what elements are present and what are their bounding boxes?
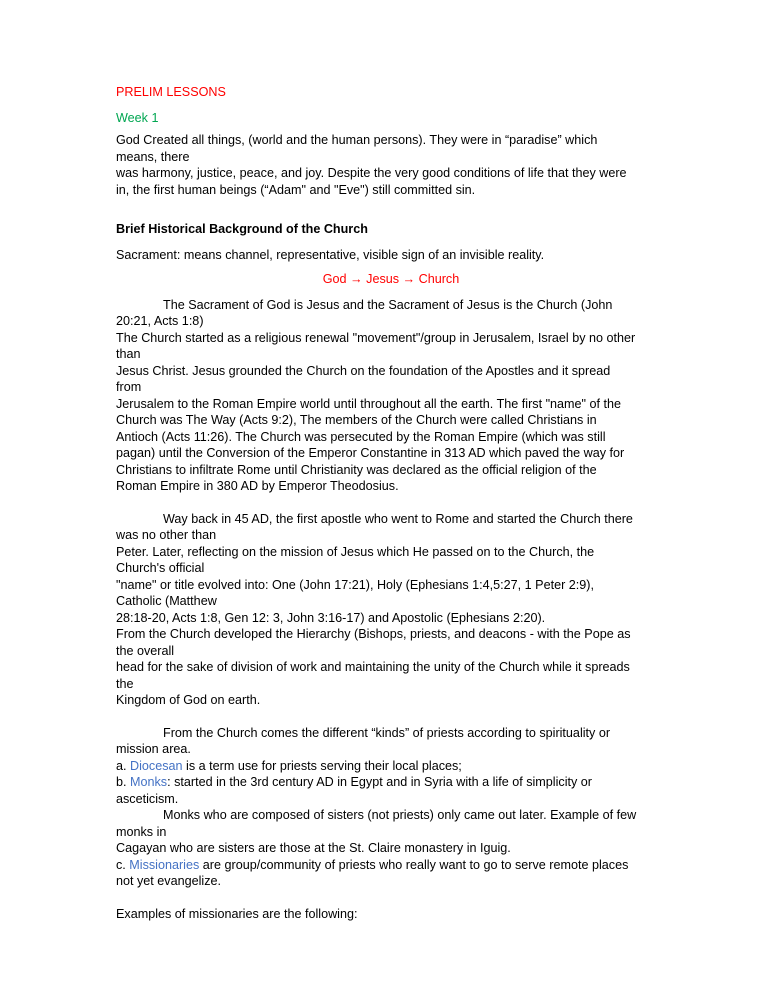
section-title: Brief Historical Background of the Church <box>116 222 368 236</box>
examples-intro: Examples of missionaries are the following: <box>116 906 358 921</box>
text-line: 28:18-20, Acts 1:8, Gen 12: 3, John 3:16-17) and Apostolic (Ephesians 2:20). <box>116 610 546 625</box>
text-line: Monks who are composed of sisters (not priests) only came out later. Example of few <box>163 808 637 822</box>
text-line: in, the first human beings (“Adam" and "Eve") still committed sin. <box>116 182 476 197</box>
text-line: From the Church comes the different “kinds” of priests according to spirituality or <box>163 725 611 740</box>
text-line: From the Church developed the Hierarchy (Bishops, priests, and deacons - with the Pope as <box>116 627 631 641</box>
text-line: was no other than <box>116 528 217 542</box>
list-item-monks: b. Monks: started in the 3rd century AD in Egypt and in Syria with a life of simplicity or <box>116 775 592 789</box>
term-missionaries: Missionaries <box>129 857 200 872</box>
text-line: Cagayan who are sisters are those at the St. Claire monastery in Iguig. <box>116 841 511 855</box>
text-line: the <box>116 676 134 691</box>
text-line: head for the sake of division of work and maintaining the unity of the Church while it spreads <box>116 660 630 674</box>
text-line: Peter. Later, reflecting on the mission of Jesus which He passed on to the Church, the <box>116 544 595 559</box>
text-line: than <box>116 347 141 361</box>
text-line: Church's official <box>116 561 205 575</box>
rome-hierarchy-paragraph <box>116 511 656 709</box>
text-line: Antioch (Acts 11:26). The Church was persecuted by the Roman Empire (which was still <box>116 429 606 444</box>
text-line: The Sacrament of God is Jesus and the Sacrament of Jesus is the Church (John <box>163 297 613 312</box>
term-diocesan: Diocesan <box>130 758 183 773</box>
church-history-paragraph <box>116 297 656 495</box>
text-line: Roman Empire in 380 AD by Emperor Theodosius. <box>116 479 399 493</box>
priest-kinds-paragraph <box>116 725 656 890</box>
intro-paragraph <box>116 132 656 198</box>
text-line: Kingdom of God on earth. <box>116 693 261 707</box>
text-line: 20:21, Acts 1:8) <box>116 314 204 328</box>
text-line: Catholic (Matthew <box>116 594 217 608</box>
text-line: from <box>116 380 142 394</box>
list-item-diocesan: a. Diocesan is a term use for priests serving their local places; <box>116 758 462 773</box>
text-line: Church was The Way (Acts 9:2), The members of the Church were called Christians in <box>116 413 597 427</box>
text-line: monks in <box>116 824 167 839</box>
text-line: The Church started as a religious renewal "movement"/group in Jerusalem, Israel by no other <box>116 330 636 345</box>
text-line: means, there <box>116 149 190 164</box>
text-line: asceticism. <box>116 791 179 806</box>
week-heading: Week 1 <box>116 110 159 125</box>
term-monks: Monks <box>130 775 168 789</box>
list-item-missionaries: c. Missionaries are group/community of priests who really want to go to serve remote places <box>116 857 629 872</box>
sacrament-definition: Sacrament: means channel, representative, visible sign of an invisible reality. <box>116 247 545 262</box>
text-line: God Created all things, (world and the human persons). They were in “paradise” which <box>116 133 598 147</box>
prelim-heading: PRELIM LESSONS <box>116 85 226 99</box>
text-line: was harmony, justice, peace, and joy. Despite the very good conditions of life that they were <box>116 166 627 180</box>
text-line: Jerusalem to the Roman Empire world until throughout all the earth. The first "name" of the <box>116 396 622 411</box>
text-line: pagan) until the Conversion of the Emperor Constantine in 313 AD which paved the way for <box>116 446 625 460</box>
text-line: not yet evangelize. <box>116 874 222 888</box>
text-line: the overall <box>116 643 175 658</box>
text-line: mission area. <box>116 742 191 756</box>
text-line: "name" or title evolved into: One (John 17:21), Holy (Ephesians 1:4,5:27, 1 Peter 2:9), <box>116 577 594 592</box>
text-line: Jesus Christ. Jesus grounded the Church on the foundation of the Apostles and it spread <box>116 363 611 378</box>
document-page <box>116 84 656 922</box>
text-line: Christians to infiltrate Rome until Christianity was declared as the official religion of the <box>116 462 597 477</box>
text-line: Way back in 45 AD, the first apostle who went to Rome and started the Church there <box>163 511 633 526</box>
sacrament-flow: God → Jesus → Church <box>322 272 460 286</box>
